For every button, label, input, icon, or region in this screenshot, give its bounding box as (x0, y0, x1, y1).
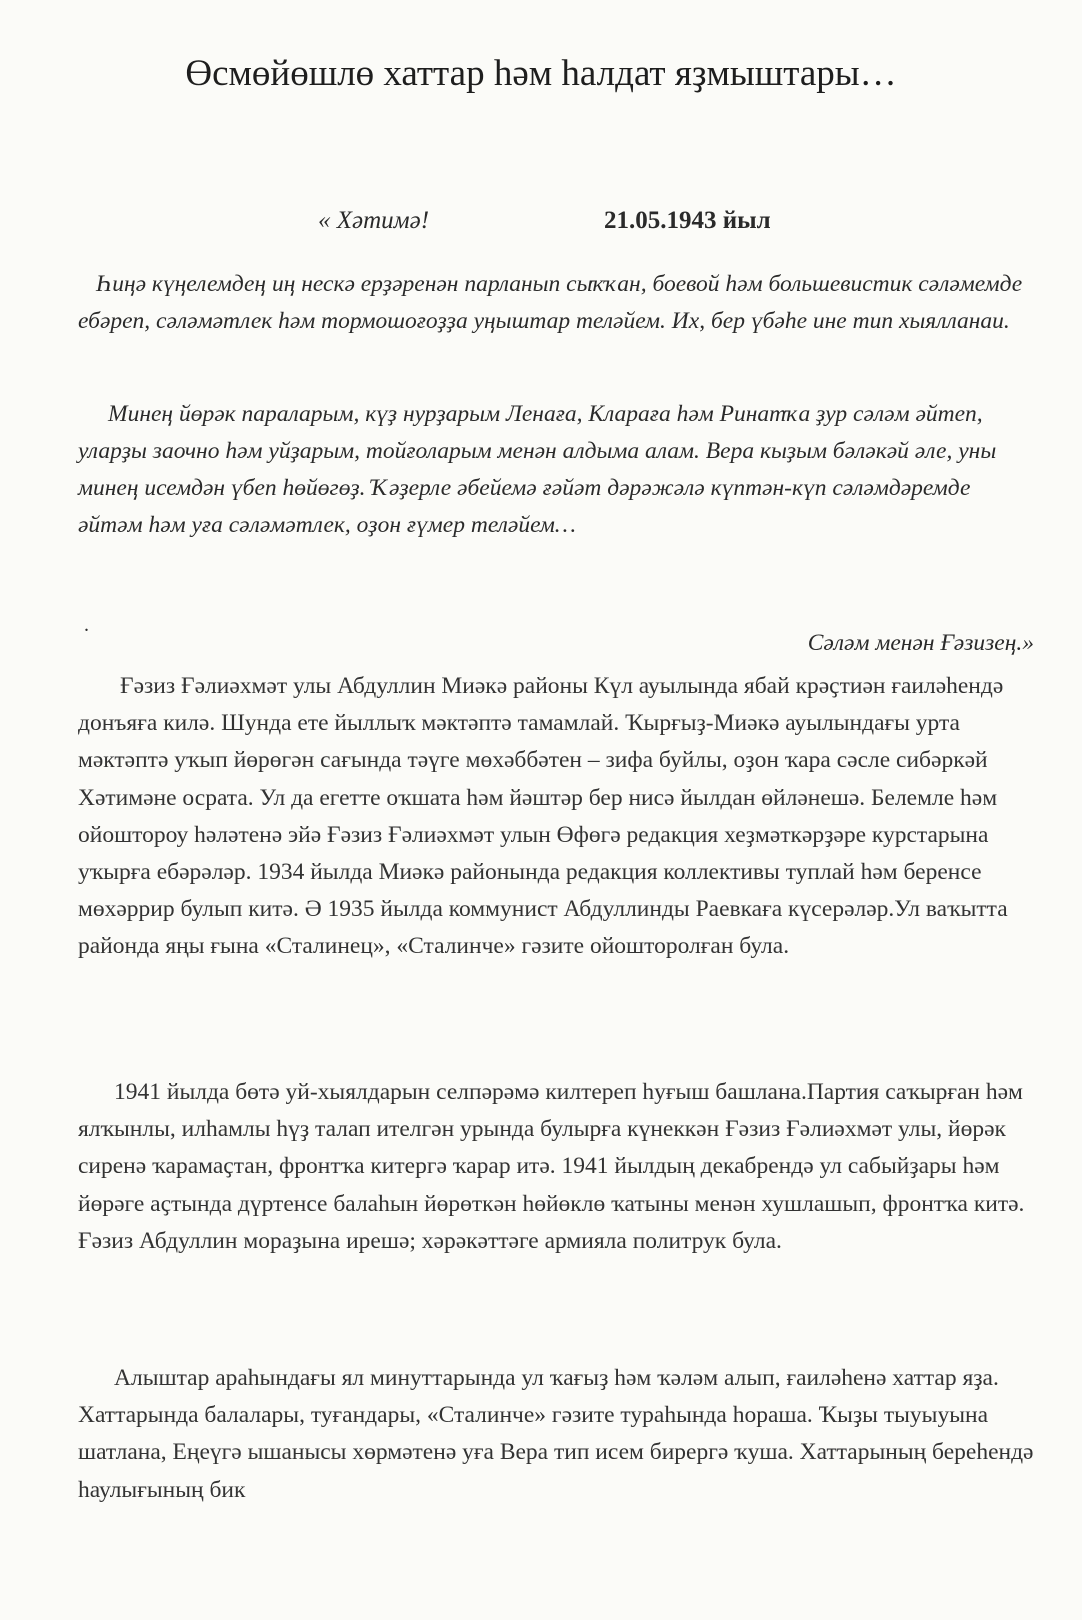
stray-mark: . (84, 614, 89, 636)
page-title: Өсмөйөшлө хаттар һәм һалдат яҙмыштары… (185, 53, 897, 94)
letter-date: 21.05.1943 йыл (604, 207, 771, 234)
body-paragraph: Ғәзиз Ғәлиәхмәт улы Абдуллин Миәкә районы Күл ауылында ябай крәҫтиән ғаиләһендә донъяға килә. Шунда ете йыллыҡ мәктәптә тамамлай. Ҡырғыҙ-Миәкә ауылындағы урта мәктәптә уҡып йөрөгән сағында тәүге мөхәббәтен – зифа буйлы, оҙон ҡара сәсле сибәркәй Хәтимәне осрата. Ул да егетте оҡшата һәм йәштәр бер нисә йылдан өйләнешә. Белемле һәм ойоштороу һәләтенә эйә Ғәзиз Ғәлиәхмәт улын Өфөгә редакция хеҙмәткәрҙәре курстарына уҡырға ебәрәләр. 1934 йылда Миәкә районында редакция коллективы туплай һәм беренсе мөхәррир булып китә. Ә 1935 йылда коммунист Абдуллинды Раевкаға күсерәләр.Ул ваҡытта районда яңы ғына «Сталинец», «Сталинче» гәзите ойошторолған була. (78, 673, 1008, 960)
letter-greeting: « Хәтимә! (318, 207, 430, 234)
letter-header (0, 207, 1082, 247)
letter-paragraph: Һиңә күңелемдең иң нескә ерҙәренән парланып сыҡҡан, боевой һәм большевистик сәләмемде ебәреп, сәләмәтлек һәм тормошоғоҙҙа уңыштар теләйем. Их, бер үбәһе ине тип хыялланаи. (78, 271, 1023, 334)
letter-signature: Сәләм менән Ғәзизең.» (807, 630, 1034, 656)
body-paragraph: Алыштар араһындағы ял минуттарында ул ҡағыҙ һәм ҡәләм алып, ғаиләһенә хаттар яҙа. Хаттарында балалары, туғандары, «Сталинче» гәзите тураһында һораша. Ҡыҙы тыуыуына шатлана, Еңеүгә ышанысы хөрмәтенә уға Вера тип исем бирергә ҡуша. Хаттарының береһендә һаулығының бик (78, 1365, 1034, 1503)
letter-paragraph: Минең йөрәк параларым, күҙ нурҙарым Ленаға, Клараға һәм Ринатҡа ҙур сәләм әйтеп, уларҙы заочно һәм уйҙарым, тойғоларым менән алдыма алам. Вера кыҙым бәләкәй әле, уны минең исемдән үбеп һөйөгөҙ. Ҡәҙерле әбейемә ғәйәт дәрәжәлә күптән-күп сәләмдәремде әйтәм һәм уға сәләмәтлек, оҙон ғүмер теләйем… (78, 401, 997, 538)
body-paragraph: 1941 йылда бөтә уй-хыялдарын селпәрәмә килтереп һуғыш башлана.Партия саҡырған һәм ялҡынлы, илһамлы һүҙ талап ителгән урында булырға күнеккән Ғәзиз Ғәлиәхмәт улы, йөрәк сиренә ҡарамаҫтан, фронтҡа китергә ҡарар итә. 1941 йылдың декабрендә ул сабыйҙары һәм йөрәге аҫтында дүртенсе балаһын йөрөткән һөйөклө ҡатыны менән хушлашып, фронтҡа китә. Ғәзиз Абдуллин мораҙына ирешә; хәрәкәттәге армияла политрук була. (78, 1079, 1025, 1254)
